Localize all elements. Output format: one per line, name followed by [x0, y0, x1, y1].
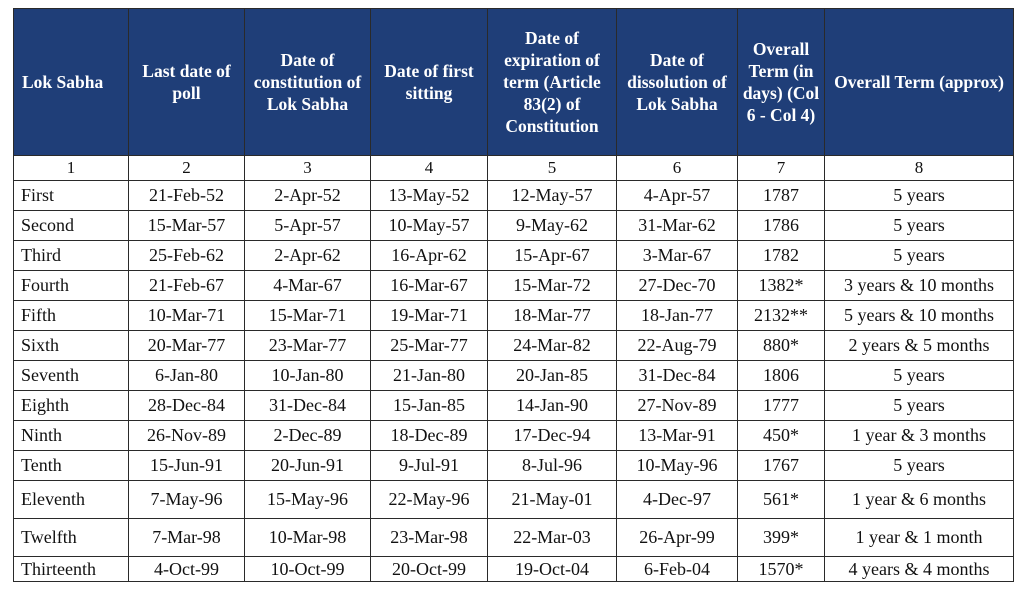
date-of-constitution-cell: 4-Mar-67 [245, 271, 371, 301]
overall-term-days-cell: 1382* [738, 271, 825, 301]
table-row [14, 481, 1014, 519]
last-date-of-poll-cell: 7-May-96 [129, 481, 245, 519]
lok-sabha-name-cell: Sixth [14, 331, 129, 361]
date-of-first-sitting-cell: 19-Mar-71 [371, 301, 488, 331]
date-of-expiration-cell: 9-May-62 [488, 211, 617, 241]
lok-sabha-name-cell: Eighth [14, 391, 129, 421]
date-of-constitution-cell: 2-Apr-52 [245, 181, 371, 211]
date-of-constitution-cell: 15-May-96 [245, 481, 371, 519]
date-of-first-sitting-cell: 18-Dec-89 [371, 421, 488, 451]
column-number: 8 [825, 156, 1014, 181]
last-date-of-poll-cell: 28-Dec-84 [129, 391, 245, 421]
date-of-dissolution-cell: 22-Aug-79 [617, 331, 738, 361]
last-date-of-poll-cell: 15-Jun-91 [129, 451, 245, 481]
date-of-first-sitting-cell: 20-Oct-99 [371, 557, 488, 582]
overall-term-days-cell: 561* [738, 481, 825, 519]
overall-term-days-cell: 1777 [738, 391, 825, 421]
overall-term-days-cell: 1787 [738, 181, 825, 211]
date-of-first-sitting-cell: 13-May-52 [371, 181, 488, 211]
overall-term-approx-cell: 2 years & 5 months [825, 331, 1014, 361]
column-number: 4 [371, 156, 488, 181]
date-of-dissolution-cell: 4-Apr-57 [617, 181, 738, 211]
header-date-of-dissolution: Date of dissolution of Lok Sabha [617, 9, 738, 156]
table-row [14, 451, 1014, 481]
overall-term-days-cell: 880* [738, 331, 825, 361]
table-row [14, 519, 1014, 557]
date-of-first-sitting-cell: 23-Mar-98 [371, 519, 488, 557]
date-of-dissolution-cell: 27-Nov-89 [617, 391, 738, 421]
header-lok-sabha: Lok Sabha [14, 9, 129, 156]
overall-term-approx-cell: 5 years & 10 months [825, 301, 1014, 331]
date-of-dissolution-cell: 6-Feb-04 [617, 557, 738, 582]
date-of-dissolution-cell: 13-Mar-91 [617, 421, 738, 451]
table-row [14, 557, 1014, 582]
last-date-of-poll-cell: 15-Mar-57 [129, 211, 245, 241]
overall-term-days-cell: 1806 [738, 361, 825, 391]
lok-sabha-name-cell: Fourth [14, 271, 129, 301]
date-of-constitution-cell: 15-Mar-71 [245, 301, 371, 331]
date-of-dissolution-cell: 4-Dec-97 [617, 481, 738, 519]
last-date-of-poll-cell: 21-Feb-67 [129, 271, 245, 301]
last-date-of-poll-cell: 6-Jan-80 [129, 361, 245, 391]
overall-term-approx-cell: 1 year & 3 months [825, 421, 1014, 451]
last-date-of-poll-cell: 21-Feb-52 [129, 181, 245, 211]
date-of-constitution-cell: 20-Jun-91 [245, 451, 371, 481]
lok-sabha-name-cell: Third [14, 241, 129, 271]
column-number: 1 [14, 156, 129, 181]
date-of-expiration-cell: 8-Jul-96 [488, 451, 617, 481]
date-of-dissolution-cell: 26-Apr-99 [617, 519, 738, 557]
date-of-dissolution-cell: 27-Dec-70 [617, 271, 738, 301]
date-of-expiration-cell: 22-Mar-03 [488, 519, 617, 557]
last-date-of-poll-cell: 7-Mar-98 [129, 519, 245, 557]
date-of-constitution-cell: 23-Mar-77 [245, 331, 371, 361]
overall-term-approx-cell: 5 years [825, 361, 1014, 391]
header-last-date-of-poll: Last date of poll [129, 9, 245, 156]
date-of-expiration-cell: 14-Jan-90 [488, 391, 617, 421]
date-of-first-sitting-cell: 16-Mar-67 [371, 271, 488, 301]
date-of-constitution-cell: 2-Apr-62 [245, 241, 371, 271]
header-date-of-first-sitting: Date of first sitting [371, 9, 488, 156]
overall-term-approx-cell: 1 year & 6 months [825, 481, 1014, 519]
overall-term-days-cell: 1767 [738, 451, 825, 481]
date-of-constitution-cell: 5-Apr-57 [245, 211, 371, 241]
date-of-constitution-cell: 10-Oct-99 [245, 557, 371, 582]
column-number: 5 [488, 156, 617, 181]
column-number: 2 [129, 156, 245, 181]
table-row [14, 271, 1014, 301]
date-of-expiration-cell: 15-Apr-67 [488, 241, 617, 271]
overall-term-approx-cell: 5 years [825, 241, 1014, 271]
table-row [14, 181, 1014, 211]
date-of-first-sitting-cell: 10-May-57 [371, 211, 488, 241]
date-of-first-sitting-cell: 21-Jan-80 [371, 361, 488, 391]
overall-term-days-cell: 1786 [738, 211, 825, 241]
date-of-expiration-cell: 15-Mar-72 [488, 271, 617, 301]
date-of-expiration-cell: 17-Dec-94 [488, 421, 617, 451]
date-of-first-sitting-cell: 22-May-96 [371, 481, 488, 519]
overall-term-approx-cell: 3 years & 10 months [825, 271, 1014, 301]
date-of-constitution-cell: 10-Mar-98 [245, 519, 371, 557]
date-of-expiration-cell: 21-May-01 [488, 481, 617, 519]
overall-term-approx-cell: 5 years [825, 181, 1014, 211]
overall-term-approx-cell: 1 year & 1 month [825, 519, 1014, 557]
lok-sabha-name-cell: First [14, 181, 129, 211]
header-date-of-constitution: Date of constitution of Lok Sabha [245, 9, 371, 156]
column-number: 6 [617, 156, 738, 181]
last-date-of-poll-cell: 26-Nov-89 [129, 421, 245, 451]
overall-term-days-cell: 1570* [738, 557, 825, 582]
column-number: 3 [245, 156, 371, 181]
table-row [14, 391, 1014, 421]
header-overall-term-days: Overall Term (in days) (Col 6 - Col 4) [738, 9, 825, 156]
last-date-of-poll-cell: 10-Mar-71 [129, 301, 245, 331]
date-of-first-sitting-cell: 16-Apr-62 [371, 241, 488, 271]
header-date-of-expiration: Date of expiration of term (Article 83(2) of Constitution [488, 9, 617, 156]
date-of-dissolution-cell: 31-Mar-62 [617, 211, 738, 241]
overall-term-approx-cell: 5 years [825, 211, 1014, 241]
date-of-expiration-cell: 18-Mar-77 [488, 301, 617, 331]
date-of-constitution-cell: 31-Dec-84 [245, 391, 371, 421]
date-of-expiration-cell: 12-May-57 [488, 181, 617, 211]
column-number-row [14, 156, 1014, 181]
overall-term-days-cell: 450* [738, 421, 825, 451]
table-row [14, 241, 1014, 271]
overall-term-approx-cell: 4 years & 4 months [825, 557, 1014, 582]
lok-sabha-name-cell: Tenth [14, 451, 129, 481]
date-of-dissolution-cell: 31-Dec-84 [617, 361, 738, 391]
lok-sabha-name-cell: Twelfth [14, 519, 129, 557]
overall-term-days-cell: 2132** [738, 301, 825, 331]
table-row [14, 361, 1014, 391]
date-of-first-sitting-cell: 15-Jan-85 [371, 391, 488, 421]
date-of-expiration-cell: 19-Oct-04 [488, 557, 617, 582]
overall-term-approx-cell: 5 years [825, 391, 1014, 421]
last-date-of-poll-cell: 25-Feb-62 [129, 241, 245, 271]
lok-sabha-name-cell: Ninth [14, 421, 129, 451]
date-of-dissolution-cell: 18-Jan-77 [617, 301, 738, 331]
last-date-of-poll-cell: 4-Oct-99 [129, 557, 245, 582]
lok-sabha-name-cell: Second [14, 211, 129, 241]
overall-term-approx-cell: 5 years [825, 451, 1014, 481]
date-of-expiration-cell: 20-Jan-85 [488, 361, 617, 391]
table-row [14, 421, 1014, 451]
date-of-constitution-cell: 2-Dec-89 [245, 421, 371, 451]
lok-sabha-name-cell: Eleventh [14, 481, 129, 519]
date-of-first-sitting-cell: 25-Mar-77 [371, 331, 488, 361]
date-of-expiration-cell: 24-Mar-82 [488, 331, 617, 361]
date-of-dissolution-cell: 10-May-96 [617, 451, 738, 481]
table-row [14, 211, 1014, 241]
column-number: 7 [738, 156, 825, 181]
lok-sabha-name-cell: Thirteenth [14, 557, 129, 582]
date-of-dissolution-cell: 3-Mar-67 [617, 241, 738, 271]
last-date-of-poll-cell: 20-Mar-77 [129, 331, 245, 361]
header-row [14, 9, 1014, 156]
table-row [14, 301, 1014, 331]
overall-term-days-cell: 1782 [738, 241, 825, 271]
date-of-first-sitting-cell: 9-Jul-91 [371, 451, 488, 481]
lok-sabha-name-cell: Fifth [14, 301, 129, 331]
header-overall-term-approx: Overall Term (approx) [825, 9, 1014, 156]
lok-sabha-name-cell: Seventh [14, 361, 129, 391]
lok-sabha-table [13, 8, 1014, 582]
date-of-constitution-cell: 10-Jan-80 [245, 361, 371, 391]
overall-term-days-cell: 399* [738, 519, 825, 557]
table-row [14, 331, 1014, 361]
